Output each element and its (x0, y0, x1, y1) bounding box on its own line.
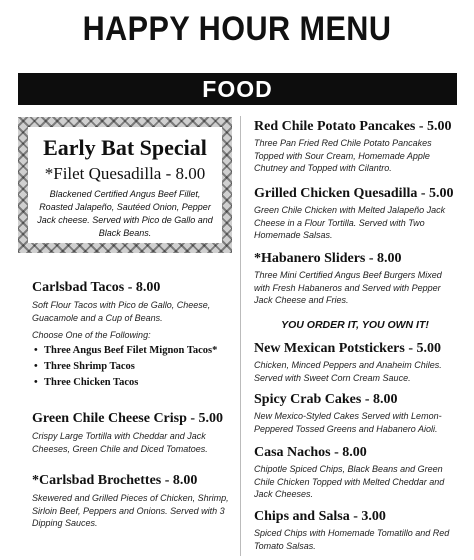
item-description: New Mexico-Styled Cakes Served with Lemon-Peppered Tossed Greens and Habanero Aioli. (254, 411, 442, 434)
section-label-food: FOOD (202, 76, 273, 102)
choose-label: Choose One of the Following: (32, 330, 151, 340)
menu-item-carlsbad-brochettes (32, 472, 238, 530)
item-name: Red Chile Potato Pancakes - 5.00 (254, 119, 452, 134)
item-description: Green Chile Chicken with Melted Jalapeño Jack Cheese in a Flour Tortilla. Served with Two Homemade Salsas. (254, 205, 446, 240)
item-description: Three Pan Fried Red Chile Potato Pancakes Topped with Sour Cream, Homemade Apple Chutney and Topped with Cilantro. (254, 138, 432, 173)
option-list (32, 343, 238, 391)
option-item: • Three Angus Beef Filet Mignon Tacos* (32, 343, 238, 359)
item-description: Chipotle Spiced Chips, Black Beans and Green Chile Chicken Topped with Melted Cheddar and Jack Cheeses. (254, 464, 445, 499)
menu-item-habanero-sliders (254, 250, 460, 307)
item-name: Carlsbad Tacos - 8.00 (32, 280, 161, 295)
item-name: *Habanero Sliders - 8.00 (254, 251, 402, 266)
item-description: Soft Flour Tacos with Pico de Gallo, Cheese, Guacamole and a Cup of Beans. (32, 300, 211, 323)
item-description: Crispy Large Tortilla with Cheddar and Jack Cheeses, Green Chile and Diced Tomatoes. (32, 431, 208, 454)
item-name: Chips and Salsa - 3.00 (254, 509, 386, 524)
special-title: Early Bat Special (43, 135, 207, 160)
menu-item-red-chile-potato-pancakes (254, 118, 460, 175)
item-name: Spicy Crab Cakes - 8.00 (254, 392, 398, 407)
special-box (18, 117, 232, 253)
menu-item-carlsbad-tacos (32, 279, 238, 391)
menu-item-grilled-chicken-quesadilla (254, 185, 460, 242)
option-item: • Three Chicken Tacos (32, 375, 238, 391)
special-box-inner (28, 127, 222, 243)
section-header-bar (18, 73, 457, 105)
item-name: Grilled Chicken Quesadilla - 5.00 (254, 186, 454, 201)
item-description: Spiced Chips with Homemade Tomatillo and Red Tomato Salsas. (254, 528, 450, 551)
menu-item-green-chile-cheese-crisp (32, 410, 238, 455)
item-name: *Carlsbad Brochettes - 8.00 (32, 473, 198, 488)
item-description: Three Mini Certified Angus Beef Burgers Mixed with Fresh Habaneros and Served with Pepper Jack Cheese and Fries. (254, 270, 442, 305)
column-divider (240, 116, 241, 556)
special-item: *Filet Quesadilla - 8.00 (44, 164, 206, 183)
menu-item-spicy-crab-cakes (254, 391, 460, 435)
item-description: Skewered and Grilled Pieces of Chicken, Shrimp, Sirloin Beef, Peppers and Onions. Served with 3 Dipping Sauces. (32, 493, 229, 528)
menu-item-casa-nachos (254, 444, 460, 501)
item-name: Green Chile Cheese Crisp - 5.00 (32, 411, 224, 426)
item-name: Casa Nachos - 8.00 (254, 445, 367, 460)
special-description: Blackened Certified Angus Beef Fillet, Roasted Jalapeño, Sautéed Onion, Pepper Jack cheese. Served with Pico de Gallo and Black Beans. (37, 189, 213, 238)
menu-item-new-mexican-potstickers (254, 340, 460, 384)
menu-title: HAPPY HOUR MENU (82, 10, 392, 48)
menu-item-chips-and-salsa (254, 508, 460, 552)
option-item: • Three Shrimp Tacos (32, 359, 238, 375)
item-name: New Mexican Potstickers - 5.00 (254, 341, 442, 356)
order-motto: YOU ORDER IT, YOU OWN IT! (281, 319, 429, 331)
item-description: Chicken, Minced Peppers and Anaheim Chiles. Served with Sweet Corn Cream Sauce. (254, 360, 442, 383)
